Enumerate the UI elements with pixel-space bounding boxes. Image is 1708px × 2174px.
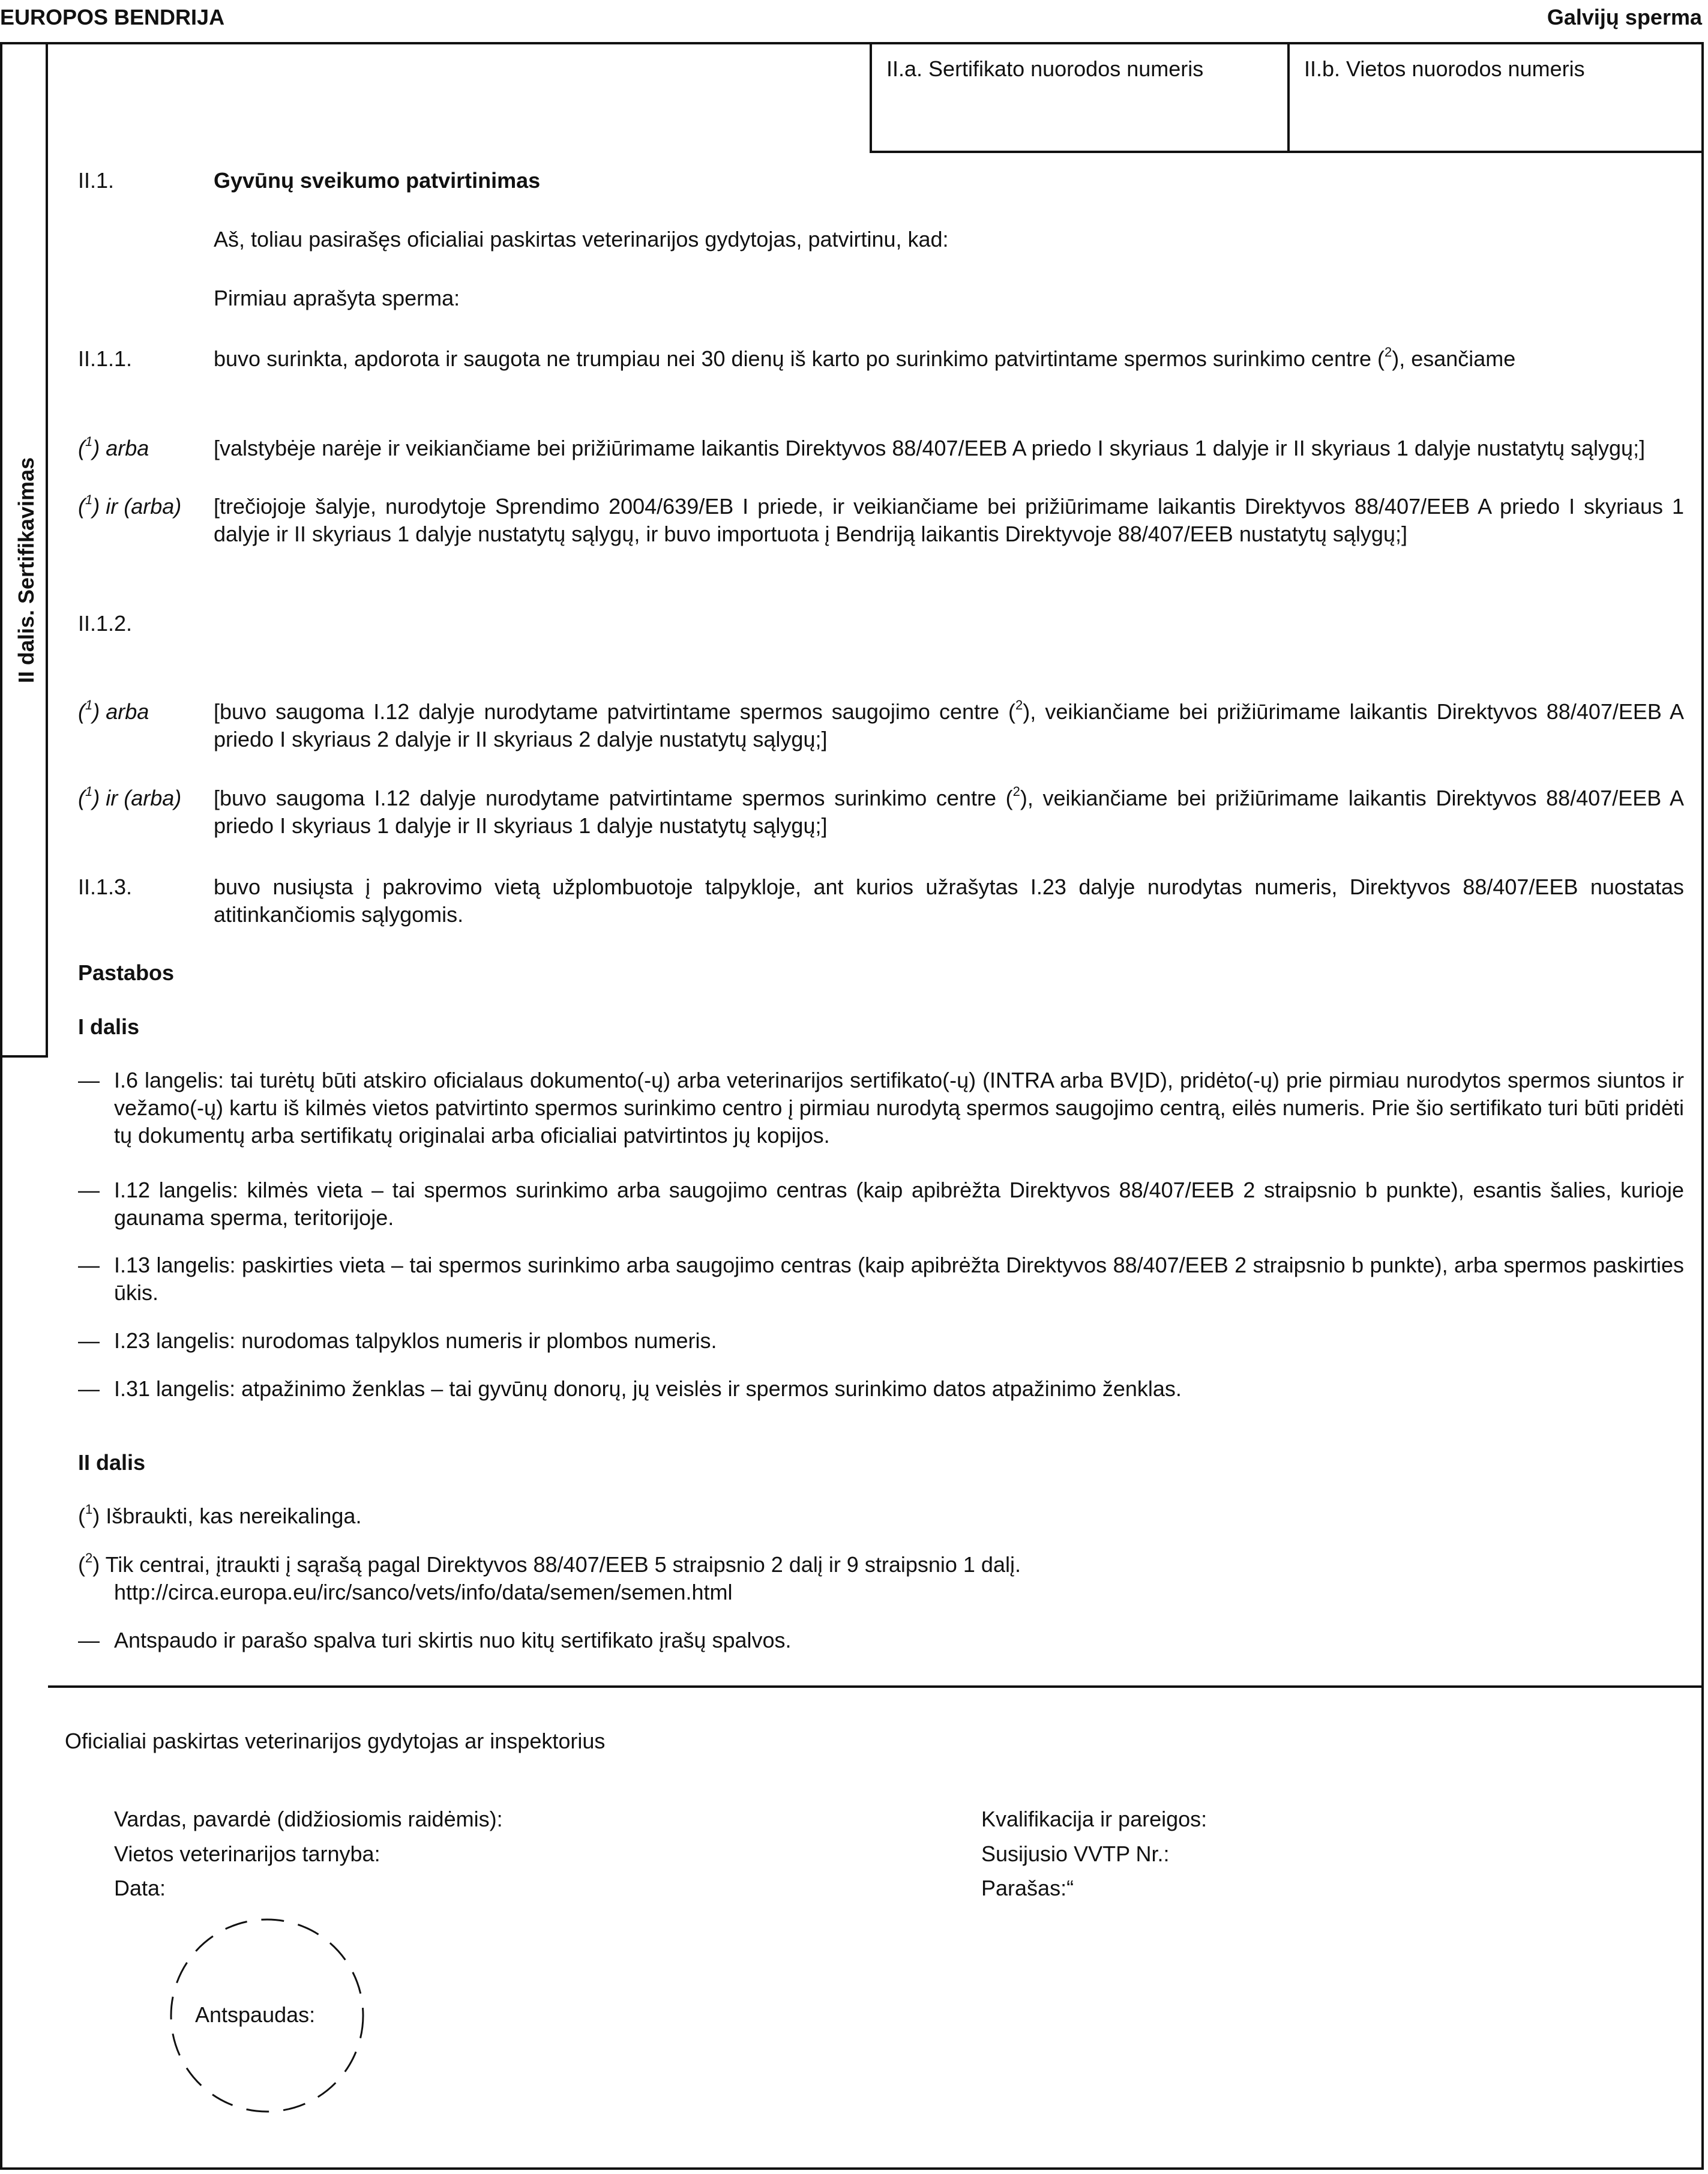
name-label: Vardas, pavardė (didžiosiomis raidėmis): xyxy=(114,1807,503,1831)
list-item xyxy=(78,1251,1684,1307)
footnote-1: ($^1$) Išbraukti, kas nereikalinga. xyxy=(78,1502,362,1528)
sidebar xyxy=(0,42,48,1058)
date-label: Data: xyxy=(114,1876,166,1900)
dash-bullet: — xyxy=(78,1178,100,1202)
option-text: [buvo saugoma I.12 dalyje nurodytame patvirtintame spermos surinkimo centre ($^2$), veikiančiame bei prižiūrimame laikantis Direktyvos 88/407/EEB A priedo I skyriaus 1 dalyje ir II skyriaus 1 dalyje nustatytų sąlygų;] xyxy=(214,784,1684,838)
notes-title: Pastabos xyxy=(78,960,175,985)
dash-bullet: — xyxy=(78,1376,100,1401)
notes-part1-title: I dalis xyxy=(78,1014,140,1039)
note-text: I.31 langelis: atpažinimo ženklas – tai gyvūnų donorų, jų veislės ir spermos surinkimo datos atpažinimo ženklas. xyxy=(114,1376,1182,1401)
ref-box-a: II.a. Sertifikato nuorodos numeris xyxy=(870,42,1290,153)
header-right-title: Galvijų sperma xyxy=(1547,5,1702,29)
footnote-2: ($^2$) Tik centrai, įtraukti į sąrašą pagal Direktyvos 88/407/EEB 5 straipsnio 2 dalį ir 9 straipsnio 1 dalį. xyxy=(78,1550,1021,1577)
office-label: Vietos veterinarijos tarnyba: xyxy=(114,1841,380,1866)
note-text: I.12 langelis: kilmės vieta – tai spermos surinkimo arba saugojimo centras (kaip apibrėžta Direktyvos 88/407/EEB 2 straipsnio b punkte), esantis šalies, kurioje gaunama sperma, teritorijoje. xyxy=(114,1178,1684,1230)
list-item xyxy=(78,1627,1684,1654)
signature-label: Parašas:“ xyxy=(981,1876,1074,1900)
qualification-label: Kvalifikacija ir pareigos: xyxy=(981,1807,1207,1831)
vvtp-label: Susijusio VVTP Nr.: xyxy=(981,1841,1170,1866)
clause-number: II.1.1. xyxy=(78,346,133,371)
note-text: I.23 langelis: nurodomas talpyklos numeris ir plombos numeris. xyxy=(114,1328,717,1353)
notes-part2-title: II dalis xyxy=(78,1450,146,1475)
note-text: I.13 langelis: paskirties vieta – tai spermos surinkimo arba saugojimo centras (kaip apibrėžta Direktyvos 88/407/EEB 2 straipsnio b punkte), arba spermos paskirties ūkis. xyxy=(114,1253,1684,1305)
option-label: ($^1$) ir (arba) xyxy=(78,784,182,810)
option-text: [buvo saugoma I.12 dalyje nurodytame patvirtintame spermos saugojimo centre ($^2$), veikiančiame bei prižiūrimame laikantis Direktyvos 88/407/EEB A priedo I skyriaus 2 dalyje ir II skyriaus 2 dalyje nustatytų sąlygų;] xyxy=(214,697,1684,751)
clause-number: II.1.3. xyxy=(78,875,133,899)
footnote-url: http://circa.europa.eu/irc/sanco/vets/info/data/semen/semen.html xyxy=(114,1580,733,1604)
clause-text: buvo surinkta, apdorota ir saugota ne trumpiau nei 30 dienų iš karto po surinkimo patvirtintame spermos surinkimo centre ($^2$), esančiame xyxy=(214,345,1516,371)
section-number: II.1. xyxy=(78,168,115,193)
section-intro-2: Pirmiau aprašyta sperma: xyxy=(214,286,460,310)
signature-divider xyxy=(48,1685,1704,1688)
option-label: ($^1$) arba xyxy=(78,434,149,460)
clause-text: buvo nusiųsta į pakrovimo vietą užplombuotoje talpykloje, ant kurios užrašytas I.23 dalyje nurodytas numeris, Direktyvos 88/407/EEB nuostatas atitinkančiomis sąlygomis. xyxy=(214,875,1684,927)
list-item xyxy=(78,1176,1684,1232)
option-text: [valstybėje narėje ir veikiančiame bei prižiūrimame laikantis Direktyvos 88/407/EEB A priedo I skyriaus 1 dalyje ir II skyriaus 1 dalyje nustatytų sąlygų;] xyxy=(214,436,1646,460)
list-item xyxy=(78,1375,1684,1403)
list-item xyxy=(78,1067,1684,1149)
note-text: I.6 langelis: tai turėtų būti atskiro oficialaus dokumento(-ų) arba veterinarijos sertifikato(-ų) (INTRA arba BVĮD), pridėto(-ų) prie pirmiau nurodytos spermos siuntos ir vežamo(-ų) kartu iš kilmės vietos patvirtinto spermos surinkimo centro į pirmiau nurodytą spermos saugojimo centrą, eilės numeris. Prie šio sertifikato turi būti pridėti tų dokumentų arba sertifikatų originalai arba oficialiai patvirtintos jų kopijos. xyxy=(114,1068,1684,1148)
stamp-label: Antspaudas: xyxy=(195,2002,316,2027)
signature-heading: Oficialiai paskirtas veterinarijos gydytojas ar inspektorius xyxy=(65,1729,606,1753)
ref-box-b: II.b. Vietos nuorodos numeris xyxy=(1287,42,1704,153)
option-label: ($^1$) arba xyxy=(78,697,149,724)
dash-bullet: — xyxy=(78,1253,100,1277)
section-intro: Aš, toliau pasirašęs oficialiai paskirtas veterinarijos gydytojas, patvirtinu, kad: xyxy=(214,227,949,251)
clause-number: II.1.2. xyxy=(78,611,133,636)
section-title: Gyvūnų sveikumo patvirtinimas xyxy=(214,168,541,193)
option-label: ($^1$) ir (arba) xyxy=(78,492,182,519)
list-item xyxy=(78,1327,1684,1355)
option-text: [trečiojoje šalyje, nurodytoje Sprendimo 2004/639/EB I priede, ir veikiančiame bei prižiūrimame laikantis Direktyvos 88/407/EEB A priedo I skyriaus 1 dalyje ir II skyriaus 1 dalyje nustatytų sąlygų, ir buvo importuota į Bendriją laikantis Direktyvoje 88/407/EEB nustatytų sąlygų;] xyxy=(214,494,1684,546)
header-left-title: EUROPOS BENDRIJA xyxy=(0,5,225,29)
note-text: Antspaudo ir parašo spalva turi skirtis nuo kitų sertifikato įrašų spalvos. xyxy=(114,1628,792,1652)
sidebar-label: II dalis. Sertifikavimas xyxy=(14,457,38,684)
dash-bullet: — xyxy=(78,1328,100,1353)
dash-bullet: — xyxy=(78,1068,100,1092)
dash-bullet: — xyxy=(78,1628,100,1652)
